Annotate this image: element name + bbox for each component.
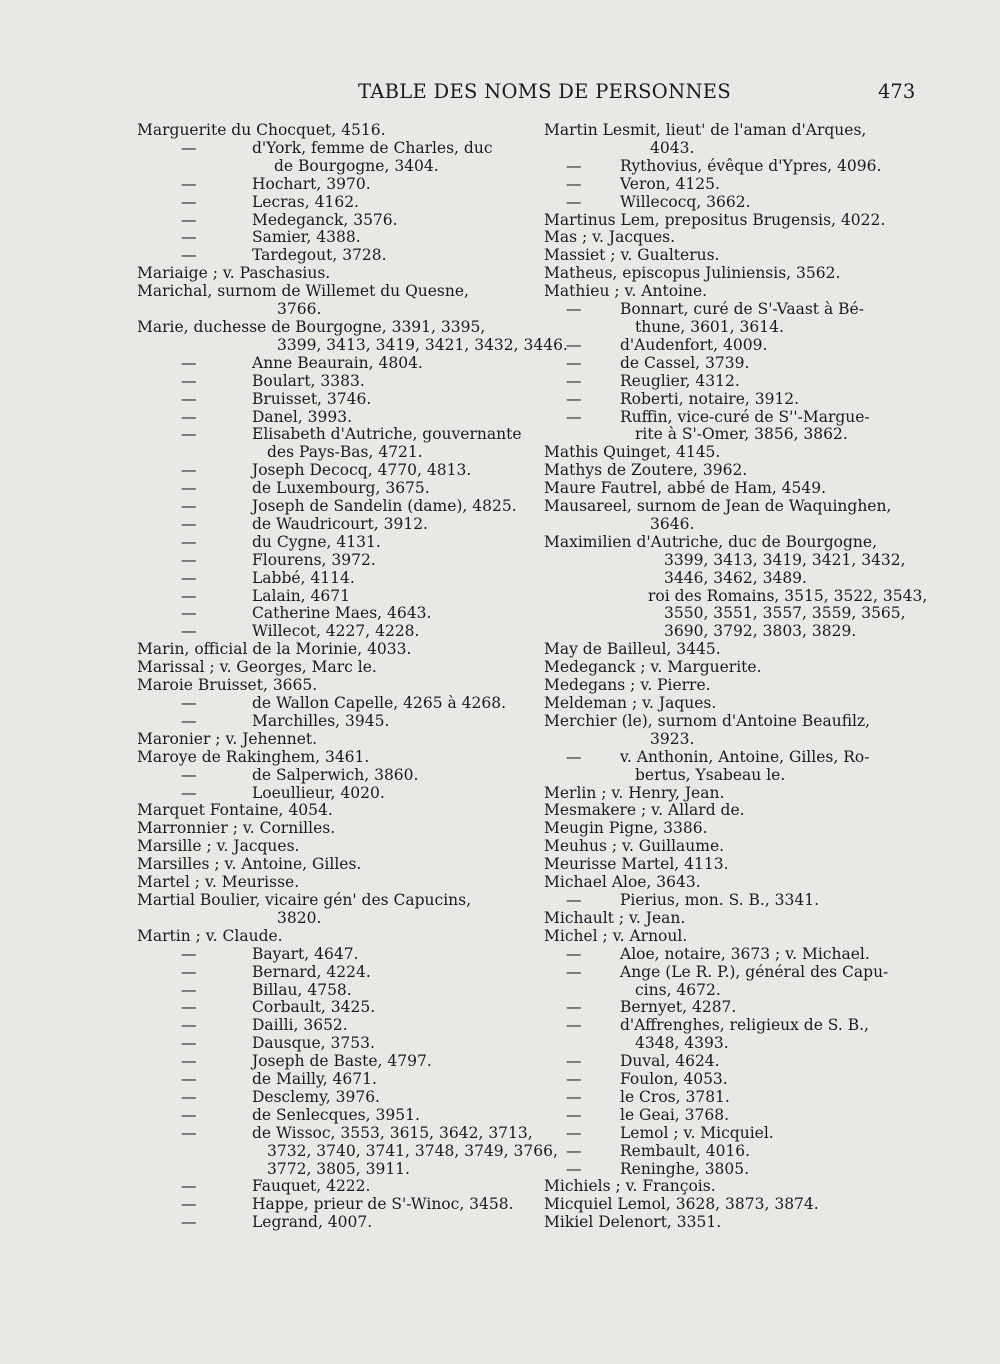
repeat-dash: — (181, 1105, 197, 1124)
entry-line: Tardegout, 3728. (252, 246, 387, 265)
index-entry (137, 820, 532, 838)
entry-line: Marronnier ; v. Cornilles. (137, 819, 336, 838)
entry-line: Dausque, 3753. (252, 1034, 375, 1053)
entry-line: Bernyet, 4287. (620, 998, 737, 1017)
repeat-dash: — (181, 1213, 197, 1232)
index-entry (544, 874, 924, 892)
repeat-dash: — (181, 425, 197, 444)
index-entry (137, 140, 532, 176)
repeat-dash: — (181, 568, 197, 587)
entry-line: de Wallon Capelle, 4265 à 4268. (252, 694, 507, 712)
entry-line: de Wissoc, 3553, 3615, 3642, 3713, (252, 1123, 533, 1142)
repeat-dash: — (181, 532, 197, 551)
index-entry (544, 1196, 924, 1214)
index-entry (137, 426, 532, 462)
entry-continuation: 3399, 3413, 3419, 3421, 3432, 3446. (277, 335, 568, 354)
entry-line: Rembault, 4016. (620, 1141, 751, 1160)
index-entry (137, 946, 532, 964)
entry-line: Meurisse Martel, 4113. (544, 855, 729, 874)
index-entry (544, 1161, 924, 1179)
running-title: TABLE DES NOMS DE PERSONNES (358, 80, 732, 103)
index-entry (544, 1178, 924, 1196)
entry-line: Marichal, surnom de Willemet du Quesne, (137, 282, 469, 301)
entry-continuation: 3923. (650, 729, 695, 748)
index-entry (544, 1053, 924, 1071)
entry-line: Marsilles ; v. Antoine, Gilles. (137, 855, 362, 874)
entry-line: d'York, femme de Charles, duc (252, 138, 493, 157)
index-entry (544, 176, 924, 194)
repeat-dash: — (566, 407, 582, 426)
entry-line: Mathis Quinget, 4145. (544, 443, 721, 462)
page-number: 473 (878, 80, 916, 103)
entry-line: Duval, 4624. (620, 1052, 720, 1071)
entry-line: de Waudricourt, 3912. (252, 514, 428, 533)
index-entry (544, 1125, 924, 1143)
repeat-dash: — (566, 389, 582, 408)
entry-line: Massiet ; v. Gualterus. (544, 246, 720, 265)
entry-line: Corbault, 3425. (252, 998, 376, 1017)
index-entry (137, 1017, 532, 1035)
entry-line: Hochart, 3970. (252, 174, 371, 193)
entry-line: Foulon, 4053. (620, 1070, 728, 1089)
index-entry (137, 695, 532, 713)
entry-line: Meuhus ; v. Guillaume. (544, 837, 725, 856)
index-entry (137, 355, 532, 373)
index-entry (544, 838, 924, 856)
repeat-dash: — (181, 479, 197, 498)
repeat-dash: — (566, 156, 582, 175)
index-entry (137, 928, 532, 946)
index-entry (544, 229, 924, 247)
index-entry (137, 767, 532, 785)
entry-line: Loeullieur, 4020. (252, 783, 385, 802)
index-entry (544, 373, 924, 391)
index-entry (137, 605, 532, 623)
repeat-dash: — (566, 192, 582, 211)
entry-line: Marsille ; v. Jacques. (137, 837, 300, 856)
index-entry (544, 283, 924, 301)
entry-continuation: 4043. (650, 138, 695, 157)
index-entry (544, 802, 924, 820)
index-entry (137, 785, 532, 803)
entry-line: Martin ; v. Claude. (137, 926, 283, 945)
index-entry (137, 1196, 532, 1214)
entry-continuation: cins, 4672. (635, 980, 721, 999)
entry-line: Rythovius, évêque d'Ypres, 4096. (620, 156, 882, 175)
repeat-dash: — (181, 389, 197, 408)
index-entry (544, 928, 924, 946)
entry-line: de Senlecques, 3951. (252, 1105, 420, 1124)
entry-line: Happe, prieur de S'-Winoc, 3458. (252, 1195, 514, 1214)
entry-line: Pierius, mon. S. B., 3341. (620, 890, 820, 909)
index-entry (544, 1071, 924, 1089)
entry-line: Michel ; v. Arnoul. (544, 926, 688, 945)
index-entry (544, 586, 928, 642)
entry-continuation: 3766. (277, 300, 322, 319)
entry-line: Fauquet, 4222. (252, 1177, 371, 1196)
entry-line: le Cros, 3781. (620, 1087, 730, 1106)
entry-line: Willecocq, 3662. (620, 192, 751, 211)
repeat-dash: — (181, 1123, 197, 1142)
entry-line: Marin, official de la Morinie, 4033. (137, 640, 412, 659)
index-entry (544, 301, 924, 337)
index-entry (137, 1178, 532, 1196)
index-entry (137, 623, 532, 641)
repeat-dash: — (181, 174, 197, 193)
entry-line: Marissal ; v. Georges, Marc le. (137, 658, 377, 677)
index-entry (544, 480, 924, 498)
repeat-dash: — (181, 353, 197, 372)
entry-line: Merlin ; v. Henry, Jean. (544, 783, 725, 802)
repeat-dash: — (181, 371, 197, 390)
repeat-dash: — (566, 890, 582, 909)
entry-line: de Cassel, 3739. (620, 353, 750, 372)
entry-line: Lemol ; v. Micquiel. (620, 1123, 774, 1142)
index-entry (137, 229, 532, 247)
entry-line: Michault ; v. Jean. (544, 908, 686, 927)
index-entry (544, 247, 924, 265)
left-index-column (137, 121, 568, 1232)
index-entry (544, 964, 924, 1000)
repeat-dash: — (566, 371, 582, 390)
entry-line: Martial Boulier, vicaire gén' des Capucins, (137, 890, 472, 909)
repeat-dash: — (181, 1177, 197, 1196)
entry-continuation: 3772, 3805, 3911. (267, 1159, 410, 1178)
index-entry (137, 1214, 532, 1232)
entry-continuation: 3646. (650, 514, 695, 533)
entry-line: Elisabeth d'Autriche, gouvernante (252, 425, 522, 444)
index-entry (544, 122, 924, 158)
index-entry (544, 659, 924, 677)
entry-line: Michiels ; v. François. (544, 1177, 716, 1196)
repeat-dash: — (181, 1087, 197, 1106)
index-entry (137, 802, 532, 820)
index-entry (544, 1017, 924, 1053)
entry-line: Mausareel, surnom de Jean de Waquinghen, (544, 497, 892, 516)
entry-line: Mikiel Delenort, 3351. (544, 1213, 722, 1232)
entry-continuation: 3399, 3413, 3419, 3421, 3432, (664, 550, 906, 569)
index-entry (137, 552, 532, 570)
entry-line: Michael Aloe, 3643. (544, 873, 701, 892)
index-entry (137, 677, 532, 695)
index-entry (137, 999, 532, 1017)
index-entry (137, 964, 532, 982)
entry-line: d'Affrenghes, religieux de S. B., (620, 1016, 869, 1035)
index-entry (137, 892, 532, 928)
index-entry (544, 892, 924, 910)
entry-line: Legrand, 4007. (252, 1213, 373, 1232)
index-entry (137, 982, 532, 1000)
index-entry (544, 820, 924, 838)
entry-line: Maroye de Rakinghem, 3461. (137, 747, 370, 766)
entry-line: Bonnart, curé de S'-Vaast à Bé- (620, 300, 864, 319)
index-entry (544, 910, 924, 928)
index-entry (137, 534, 532, 552)
index-entry (137, 838, 532, 856)
index-entry (544, 946, 924, 964)
entry-line: May de Bailleul, 3445. (544, 640, 721, 659)
entry-continuation: de Bourgogne, 3404. (274, 156, 439, 175)
repeat-dash: — (181, 192, 197, 211)
index-entry (544, 856, 924, 874)
repeat-dash: — (181, 497, 197, 516)
index-entry (544, 158, 924, 176)
index-entry (544, 409, 924, 445)
entry-line: de Luxembourg, 3675. (252, 479, 430, 498)
entry-line: Medeganck, 3576. (252, 210, 398, 229)
index-entry (137, 498, 532, 516)
index-entry (544, 194, 924, 212)
repeat-dash: — (181, 944, 197, 963)
index-entry (137, 570, 532, 588)
repeat-dash: — (566, 353, 582, 372)
entry-line: Martin Lesmit, lieut' de l'aman d'Arques, (544, 121, 867, 139)
index-entry (544, 785, 924, 803)
repeat-dash: — (181, 783, 197, 802)
entry-line: Joseph de Baste, 4797. (252, 1052, 432, 1071)
entry-line: Marchilles, 3945. (252, 711, 390, 730)
entry-line: Samier, 4388. (252, 228, 361, 247)
index-entry (137, 1035, 532, 1053)
index-entry (544, 1143, 924, 1161)
repeat-dash: — (181, 622, 197, 641)
entry-line: Dailli, 3652. (252, 1016, 348, 1035)
index-entry (544, 265, 924, 283)
index-entry (137, 731, 532, 749)
index-entry (137, 194, 532, 212)
entry-line: Matheus, episcopus Juliniensis, 3562. (544, 264, 841, 283)
entry-continuation: 3732, 3740, 3741, 3748, 3749, 3766, (267, 1141, 558, 1160)
index-entry (544, 677, 924, 695)
repeat-dash: — (181, 962, 197, 981)
entry-continuation: thune, 3601, 3614. (635, 317, 784, 336)
entry-line: du Cygne, 4131. (252, 532, 381, 551)
index-entry (544, 444, 924, 462)
index-entry (544, 391, 924, 409)
entry-line: Aloe, notaire, 3673 ; v. Michael. (620, 944, 870, 963)
index-entry (137, 265, 532, 283)
repeat-dash: — (181, 138, 197, 157)
repeat-dash: — (181, 980, 197, 999)
index-entry (137, 659, 532, 677)
entry-line: Labbé, 4114. (252, 568, 355, 587)
repeat-dash: — (566, 1070, 582, 1089)
entry-line: Reninghe, 3805. (620, 1159, 750, 1178)
entry-line: Joseph de Sandelin (dame), 4825. (252, 497, 517, 516)
entry-line: Bayart, 4647. (252, 944, 359, 963)
repeat-dash: — (566, 1105, 582, 1124)
index-entry (137, 122, 532, 140)
entry-line: Merchier (le), surnom d'Antoine Beaufilz, (544, 711, 871, 730)
index-entry (544, 1089, 924, 1107)
entry-line: v. Anthonin, Antoine, Gilles, Ro- (620, 747, 870, 766)
repeat-dash: — (181, 765, 197, 784)
entry-line: Medeganck ; v. Marguerite. (544, 658, 762, 677)
index-entry (137, 462, 532, 480)
right-index-column (544, 121, 928, 1232)
entry-line: Bruisset, 3746. (252, 389, 372, 408)
index-entry (544, 695, 924, 713)
entry-line: roi des Romains, 3515, 3522, 3543, (648, 586, 928, 605)
index-entry (544, 999, 924, 1017)
entry-line: le Geai, 3768. (620, 1105, 730, 1124)
repeat-dash: — (181, 228, 197, 247)
entry-continuation: rite à S'-Omer, 3856, 3862. (635, 425, 848, 444)
repeat-dash: — (181, 998, 197, 1017)
repeat-dash: — (566, 1052, 582, 1071)
entry-line: Maximilien d'Autriche, duc de Bourgogne, (544, 532, 878, 551)
entry-line: Maronier ; v. Jehennet. (137, 729, 318, 748)
repeat-dash: — (566, 962, 582, 981)
repeat-dash: — (566, 1123, 582, 1142)
entry-line: Mesmakere ; v. Allard de. (544, 801, 745, 820)
entry-line: Joseph Decocq, 4770, 4813. (252, 461, 472, 480)
entry-continuation: 3446, 3462, 3489. (664, 568, 807, 587)
index-entry (137, 283, 532, 319)
index-entry (137, 516, 532, 534)
index-entry (544, 749, 924, 785)
repeat-dash: — (566, 1016, 582, 1035)
entry-continuation: des Pays-Bas, 4721. (267, 443, 423, 462)
index-entry (137, 212, 532, 230)
index-entry (137, 874, 532, 892)
repeat-dash: — (566, 998, 582, 1017)
repeat-dash: — (181, 1016, 197, 1035)
repeat-dash: — (566, 174, 582, 193)
index-entry (544, 534, 924, 588)
entry-line: Micquiel Lemol, 3628, 3873, 3874. (544, 1195, 819, 1214)
index-entry (137, 1107, 532, 1125)
index-entry (544, 1107, 924, 1125)
entry-line: Catherine Maes, 4643. (252, 604, 432, 623)
repeat-dash: — (181, 1052, 197, 1071)
index-entry (137, 391, 532, 409)
index-entry (544, 462, 924, 480)
entry-line: Maroie Bruisset, 3665. (137, 676, 318, 695)
index-entry (137, 247, 532, 265)
entry-line: Martel ; v. Meurisse. (137, 873, 300, 892)
index-entry (137, 856, 532, 874)
repeat-dash: — (181, 461, 197, 480)
repeat-dash: — (181, 407, 197, 426)
entry-line: Willecot, 4227, 4228. (252, 622, 420, 641)
entry-line: d'Audenfort, 4009. (620, 335, 768, 354)
repeat-dash: — (181, 694, 197, 712)
entry-line: Maure Fautrel, abbé de Ham, 4549. (544, 479, 827, 498)
entry-line: Bernard, 4224. (252, 962, 371, 981)
entry-continuation: bertus, Ysabeau le. (635, 765, 786, 784)
entry-line: Mathieu ; v. Antoine. (544, 282, 708, 301)
page-header (0, 80, 1000, 110)
entry-line: Mas ; v. Jacques. (544, 228, 676, 247)
index-entry (137, 1123, 558, 1179)
repeat-dash: — (566, 747, 582, 766)
index-entry (137, 373, 532, 391)
repeat-dash: — (181, 1034, 197, 1053)
entry-continuation: 3690, 3792, 3803, 3829. (664, 622, 857, 641)
entry-line: Boulart, 3383. (252, 371, 365, 390)
entry-line: Lalain, 4671 (252, 586, 350, 605)
repeat-dash: — (181, 1070, 197, 1089)
entry-line: Marquet Fontaine, 4054. (137, 801, 333, 820)
entry-line: Marguerite du Chocquet, 4516. (137, 121, 386, 139)
index-entry (544, 713, 924, 749)
repeat-dash: — (181, 711, 197, 730)
repeat-dash: — (181, 604, 197, 623)
entry-continuation: 4348, 4393. (635, 1034, 729, 1053)
entry-line: Meugin Pigne, 3386. (544, 819, 708, 838)
entry-line: Martinus Lem, prepositus Brugensis, 4022. (544, 210, 886, 229)
repeat-dash: — (181, 210, 197, 229)
entry-line: Flourens, 3972. (252, 550, 376, 569)
index-entry (137, 749, 532, 767)
repeat-dash: — (181, 1195, 197, 1214)
entry-line: Billau, 4758. (252, 980, 352, 999)
entry-line: Veron, 4125. (620, 174, 720, 193)
index-entry (544, 337, 924, 355)
entry-line: Mathys de Zoutere, 3962. (544, 461, 748, 480)
entry-line: Meldeman ; v. Jaques. (544, 694, 717, 712)
entry-line: Lecras, 4162. (252, 192, 359, 211)
repeat-dash: — (181, 246, 197, 265)
repeat-dash: — (566, 1087, 582, 1106)
index-entry (544, 1214, 924, 1232)
entry-line: de Salperwich, 3860. (252, 765, 419, 784)
entry-line: Reuglier, 4312. (620, 371, 740, 390)
index-entry (137, 588, 532, 606)
index-entry (544, 212, 924, 230)
index-entry (137, 409, 532, 427)
repeat-dash: — (566, 944, 582, 963)
index-entry (137, 480, 532, 498)
entry-continuation: 3820. (277, 908, 322, 927)
index-entry (544, 355, 924, 373)
entry-line: Mariaige ; v. Paschasius. (137, 264, 331, 283)
index-entry (137, 713, 532, 731)
index-entry (544, 498, 924, 534)
repeat-dash: — (566, 300, 582, 319)
entry-line: Roberti, notaire, 3912. (620, 389, 800, 408)
repeat-dash: — (181, 586, 197, 605)
index-entry (137, 176, 532, 194)
repeat-dash: — (566, 1159, 582, 1178)
repeat-dash: — (181, 550, 197, 569)
repeat-dash: — (566, 1141, 582, 1160)
entry-line: Ruffin, vice-curé de S''-Margue- (620, 407, 870, 426)
index-entry (137, 1053, 532, 1071)
entry-line: de Mailly, 4671. (252, 1070, 377, 1089)
index-entry (137, 1071, 532, 1089)
index-entry (137, 1089, 532, 1107)
entry-continuation: 3550, 3551, 3557, 3559, 3565, (664, 604, 906, 623)
repeat-dash: — (566, 335, 582, 354)
entry-line: Medegans ; v. Pierre. (544, 676, 711, 695)
index-entry (137, 317, 568, 355)
index-entry (137, 641, 532, 659)
entry-line: Danel, 3993. (252, 407, 353, 426)
repeat-dash: — (181, 514, 197, 533)
entry-line: Desclemy, 3976. (252, 1087, 380, 1106)
entry-line: Marie, duchesse de Bourgogne, 3391, 3395, (137, 317, 486, 336)
index-entry (544, 641, 924, 659)
entry-line: Ange (Le R. P.), général des Capu- (620, 962, 889, 981)
entry-line: Anne Beaurain, 4804. (252, 353, 423, 372)
